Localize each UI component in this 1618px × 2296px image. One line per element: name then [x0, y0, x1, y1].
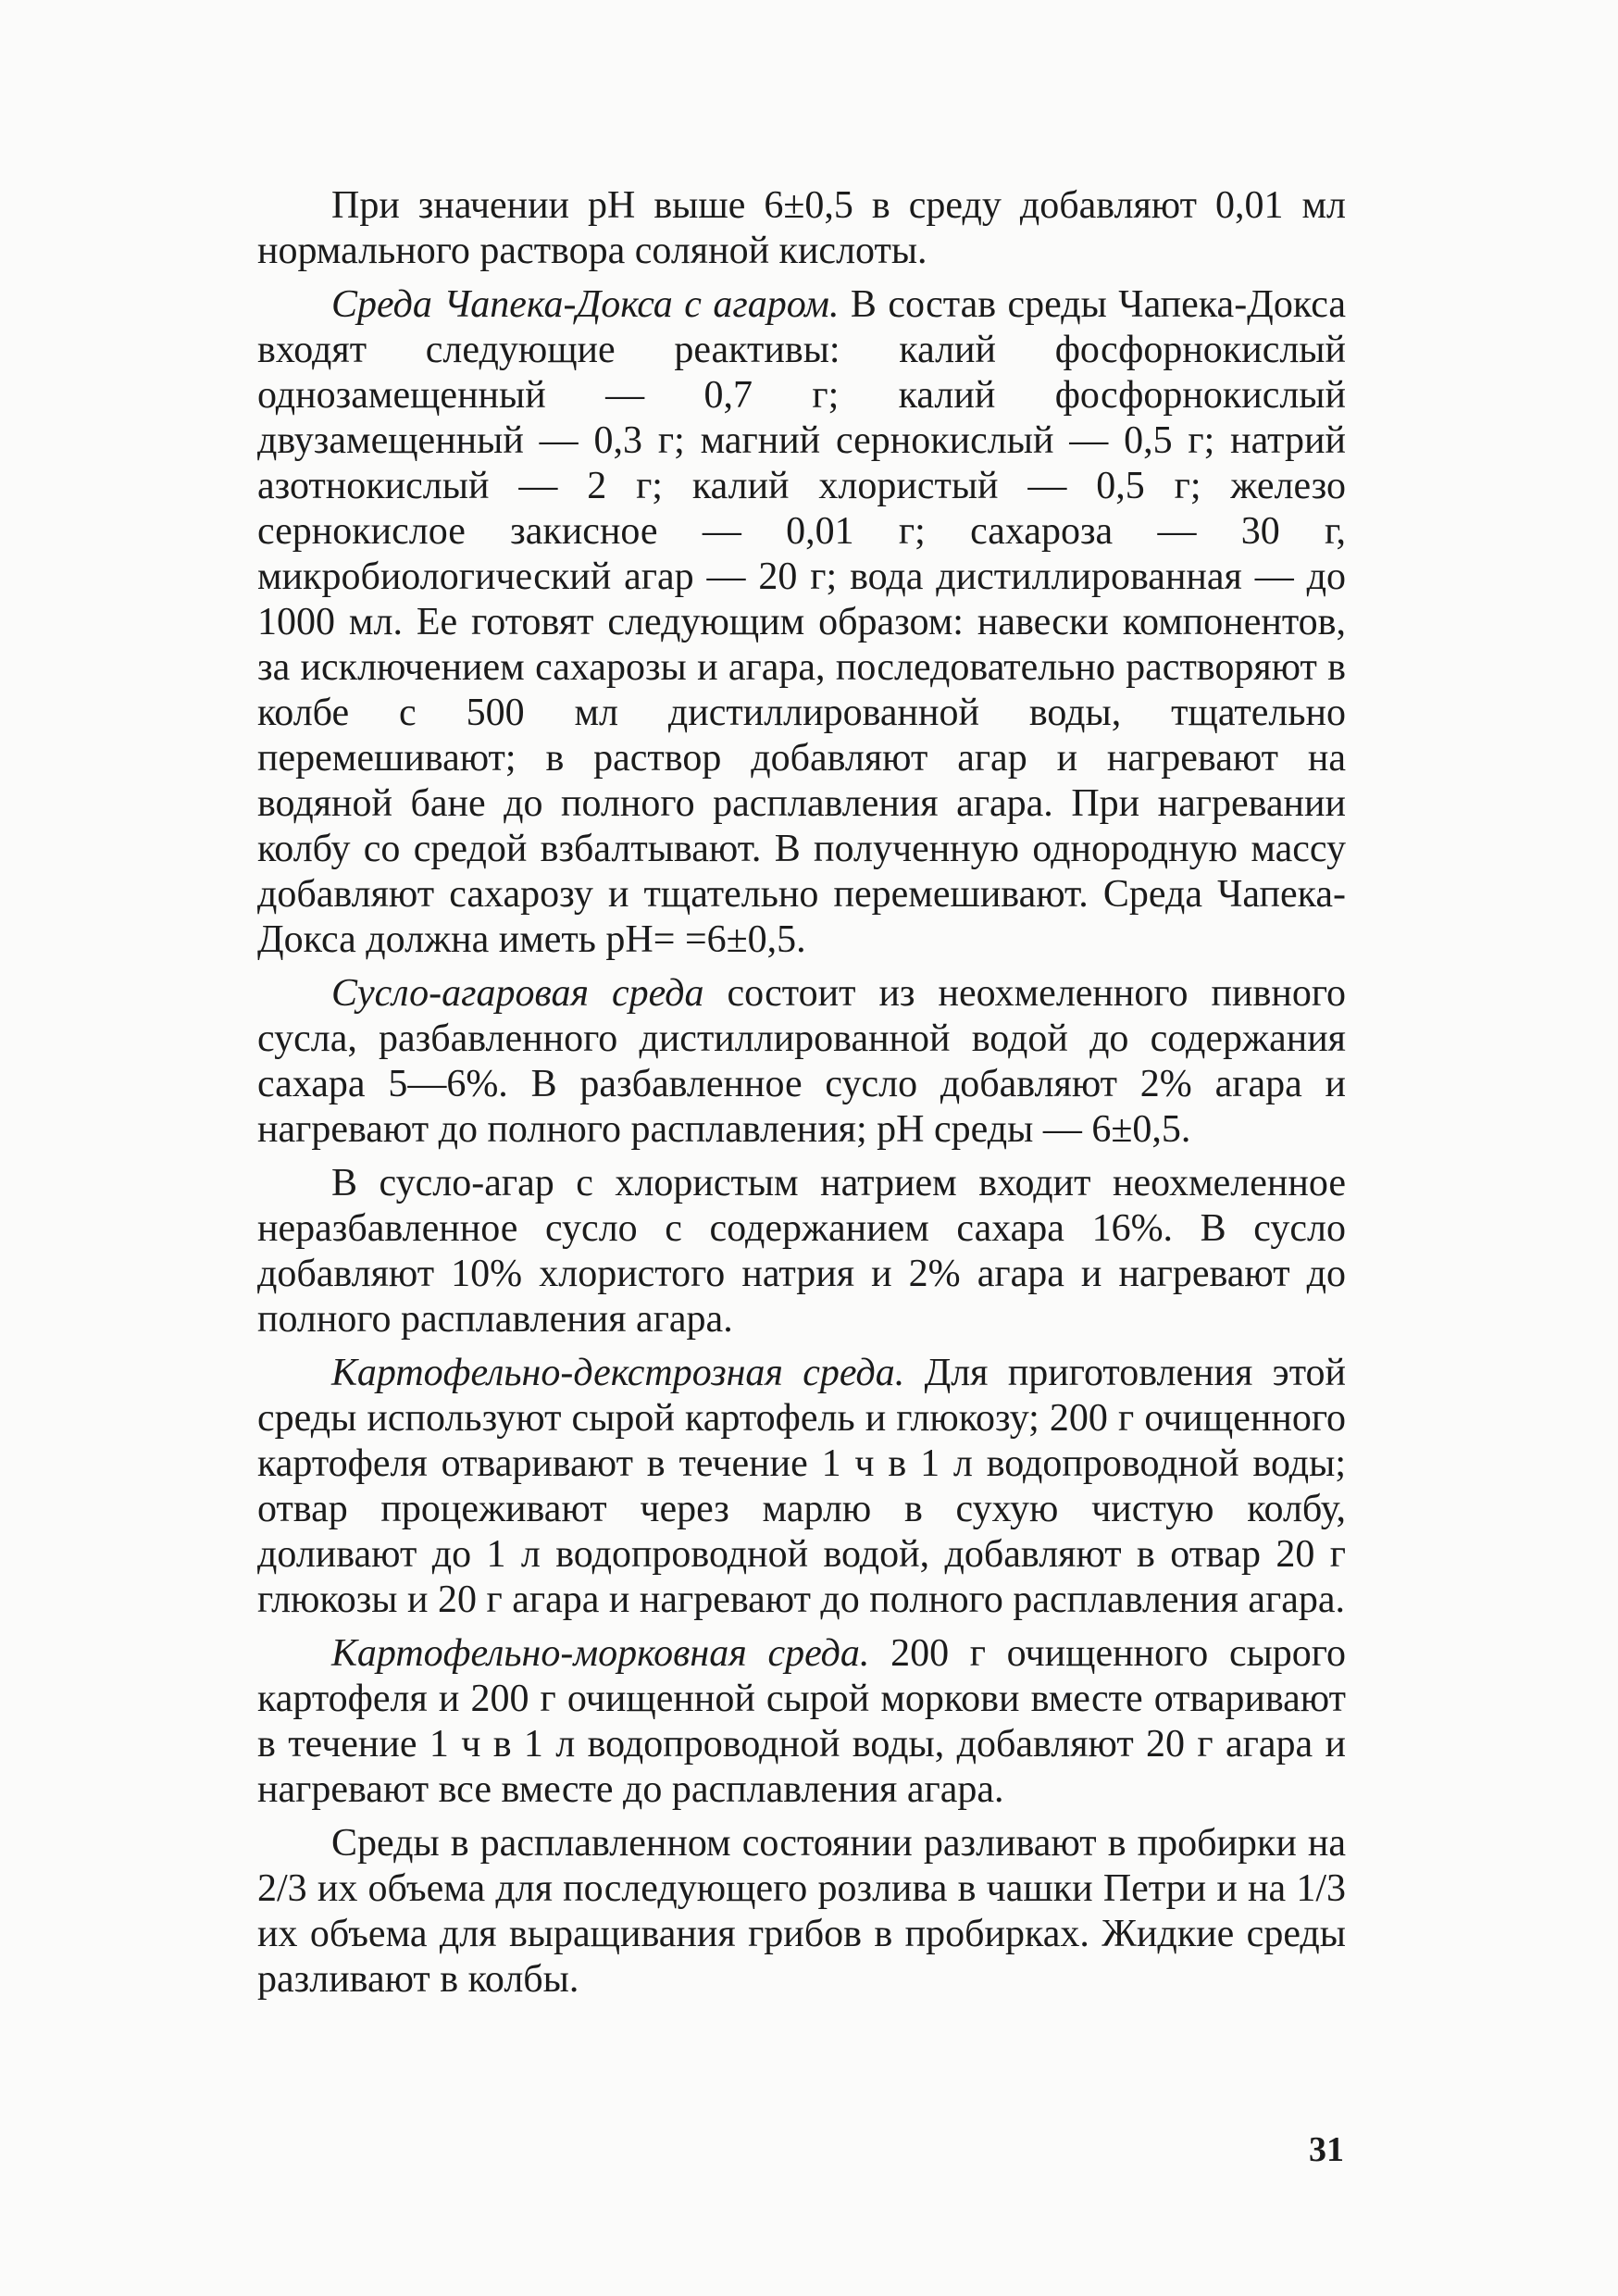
paragraph-czapek-dox-medium	[257, 282, 1346, 963]
paragraph-lead: Картофельно-морковная среда.	[331, 1632, 870, 1675]
paragraph-wort-agar-medium	[257, 971, 1346, 1153]
paragraph-body: Для приготовления этой среды используют сырой картофель и глюкозу; 200 г очищенного картофеля отваривают в течение 1 ч в 1 л водопроводной воды; отвар процеживают через марлю в сухую чистую колбу, доливают до 1 л водопроводной водой, добавляют в отвар 20 г глюкозы и 20 г агара и нагревают до полного расплавления агара.	[257, 1352, 1346, 1621]
paragraph-wort-agar-nacl	[257, 1161, 1346, 1342]
paragraph-body: состоит из неохмеленного пивного сусла, разбавленного дистиллированной водой до содержания сахара 5—6%. В разбавленное сусло добавляют 2% агара и нагревают до полного расплавления; pH среды — 6±0,5.	[257, 972, 1347, 1151]
page-number: 31	[1309, 2130, 1344, 2169]
paragraph-body: При значении pH выше 6±0,5 в среду добавляют 0,01 мл нормального раствора соляной кислоты.	[257, 184, 1346, 272]
paragraph-body: Среды в расплавленном состоянии разливают в пробирки на 2/3 их объема для последующего розлива в чашки Петри и на 1/3 их объема для выращивания грибов в пробирках. Жидкие среды разливают в колбы.	[257, 1822, 1346, 2001]
paragraph-lead: Сусло-агаровая среда	[331, 972, 704, 1015]
paragraph-potato-dextrose-medium	[257, 1351, 1346, 1623]
paragraph-lead: Картофельно-декстрозная среда.	[331, 1352, 905, 1394]
paragraph-dispensing	[257, 1821, 1346, 2003]
paragraph-body: В состав среды Чапека-Докса входят следующие реактивы: калий фосфорнокислый однозамещенный — 0,7 г; калий фосфорнокислый двузамещенный — 0,3 г; магний сернокислый — 0,5 г; натрий азотнокислый — 2 г; калий хлористый — 0,5 г; железо сернокислое закисное — 0,01 г; сахароза — 30 г, микробиологический агар — 20 г; вода дистиллированная — до 1000 мл. Ее готовят следующим образом: навески компонентов, за исключением сахарозы и агара, последовательно растворяют в колбе с 500 мл дистиллированной воды, тщательно перемешивают; в раствор добавляют агар и нагревают на водяной бане до полного расплавления агара. При нагревании колбу со средой взбалтывают. В полученную однородную массу добавляют сахарозу и тщательно перемешивают. Среда Чапека-Докса должна иметь pH= =6±0,5.	[257, 283, 1346, 961]
paragraph-potato-carrot-medium	[257, 1631, 1346, 1813]
paragraph-body: В сусло-агар с хлористым натрием входит неохмеленное неразбавленное сусло с содержанием сахара 16%. В сусло добавляют 10% хлористого натрия и 2% агара и нагревают до полного расплавления агара.	[257, 1162, 1346, 1341]
paragraph-lead: Среда Чапека-Докса с агаром.	[331, 283, 840, 326]
paragraph-ph-adjustment	[257, 183, 1346, 274]
page-text	[257, 183, 1346, 2011]
paragraph-body: 200 г очищенного сырого картофеля и 200 г очищенной сырой моркови вместе отваривают в течение 1 ч в 1 л водопроводной воды, добавляют 20 г агара и нагревают все вместе до расплавления агара.	[257, 1632, 1346, 1811]
